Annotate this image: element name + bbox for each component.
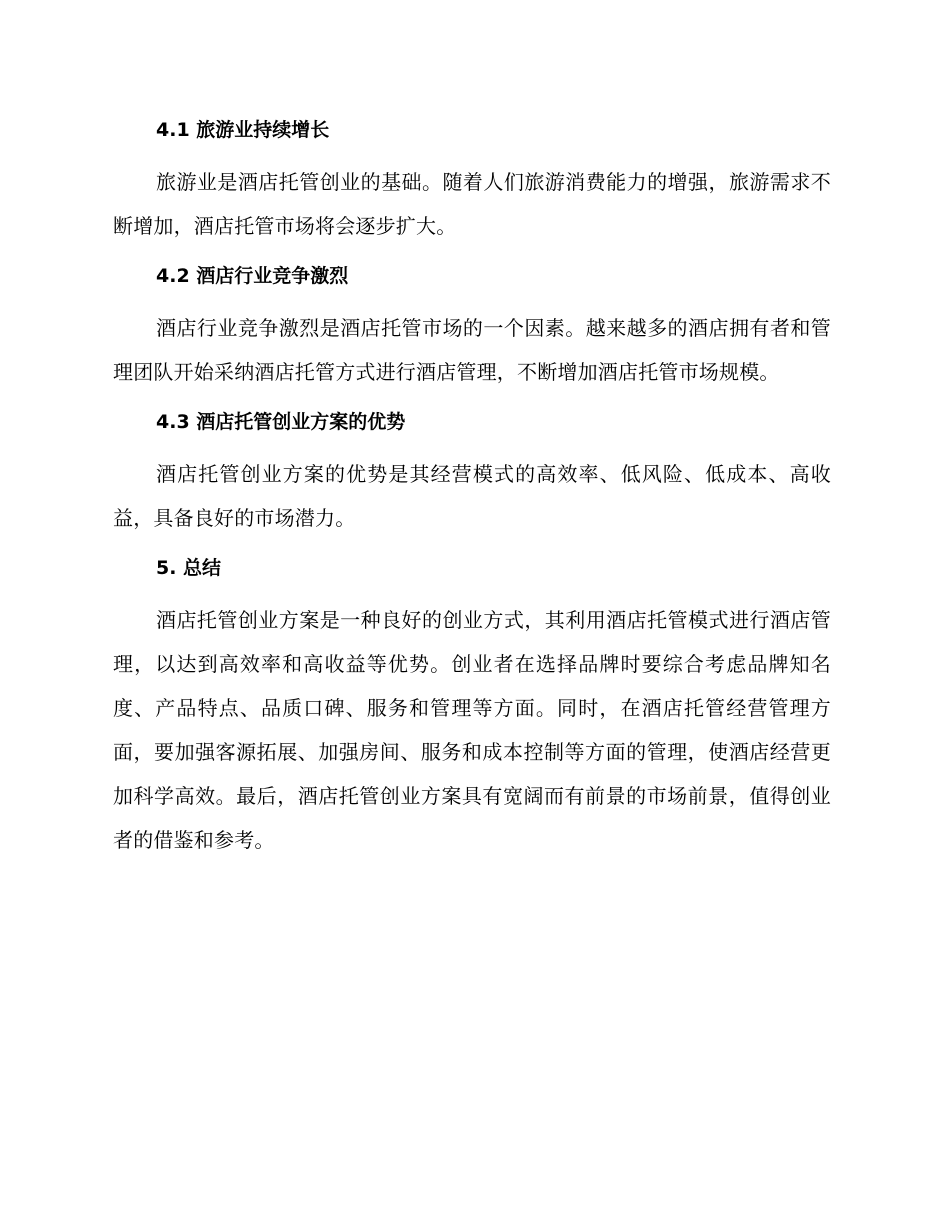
section-heading-4-2: 4.2 酒店行业竞争激烈	[156, 265, 349, 287]
section-heading-5: 5. 总结	[156, 557, 222, 579]
section-paragraph-4-3: 酒店托管创业方案的优势是其经营模式的高效率、低风险、低成本、高收益，具备良好的市场潜力。	[113, 462, 831, 530]
section-heading-4-3: 4.3 酒店托管创业方案的优势	[156, 411, 406, 433]
section-heading-4-1: 4.1 旅游业持续增长	[156, 119, 330, 141]
section-paragraph-4-1: 旅游业是酒店托管创业的基础。随着人们旅游消费能力的增强，旅游需求不断增加，酒店托管市场将会逐步扩大。	[113, 170, 831, 238]
section-paragraph-5: 酒店托管创业方案是一种良好的创业方式，其利用酒店托管模式进行酒店管理，以达到高效率和高收益等优势。创业者在选择品牌时要综合考虑品牌知名度、产品特点、品质口碑、服务和管理等方面。同时，在酒店托管经营管理方面，要加强客源拓展、加强房间、服务和成本控制等方面的管理，使酒店经营更加科学高效。最后，酒店托管创业方案具有宽阔而有前景的市场前景，值得创业者的借鉴和参考。	[113, 608, 831, 852]
section-paragraph-4-2: 酒店行业竞争激烈是酒店托管市场的一个因素。越来越多的酒店拥有者和管理团队开始采纳酒店托管方式进行酒店管理，不断增加酒店托管市场规模。	[113, 316, 831, 384]
document-body	[113, 110, 831, 870]
